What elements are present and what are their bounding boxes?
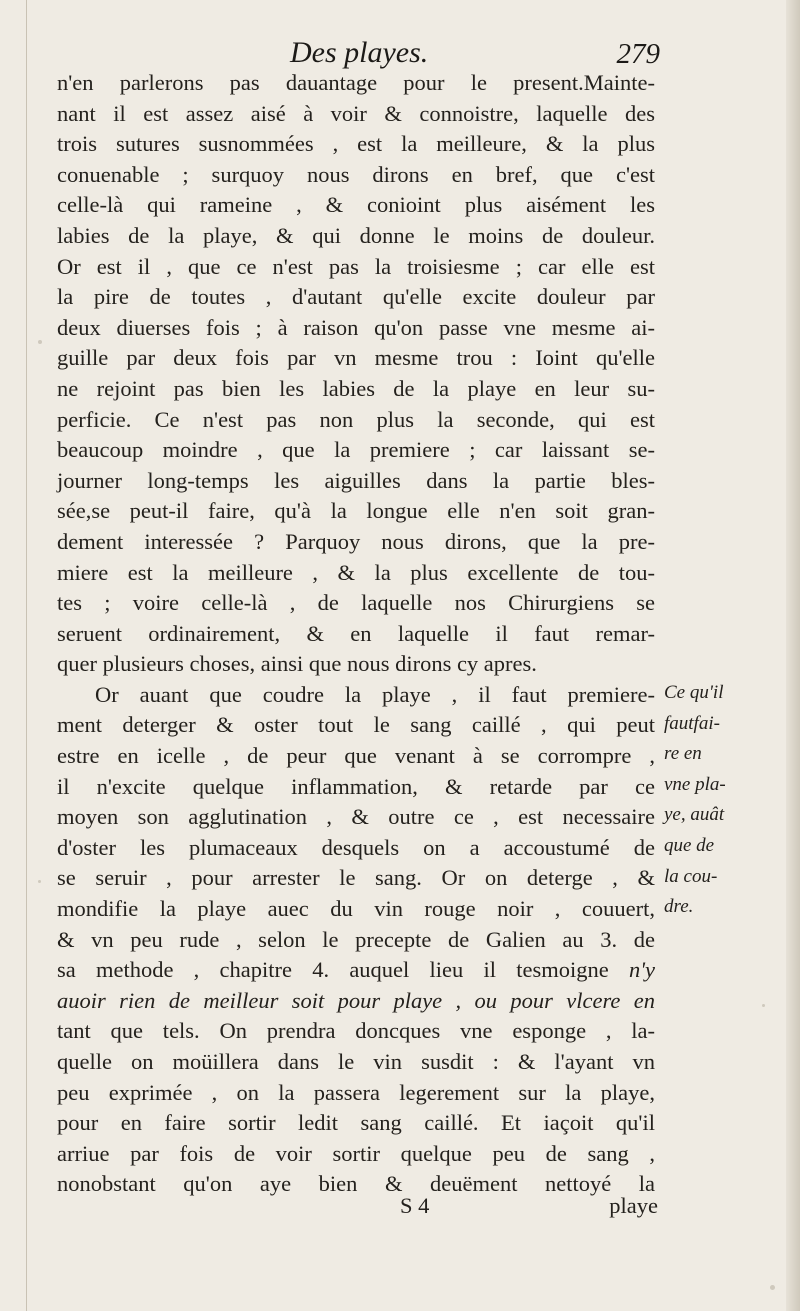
margin-note [664,678,742,923]
text-line: ne rejoint pas bien les labies de la playe en leur su- [57,375,655,401]
text-line: conuenable ; surquoy nous dirons en bref, que c'est [57,161,655,187]
page-edge [786,0,800,1311]
text-line: sée,se peut-il faire, qu'à la longue elle n'en soit gran- [57,498,655,524]
text-line: la pire de toutes , d'autant qu'elle excite douleur par [57,284,655,310]
paper-speck [762,1004,765,1007]
margin-note-line: ye, auât [664,804,725,826]
text-line: nant il est assez aisé à voir & connoistre, laquelle des [57,100,655,126]
text-line: celle-là qui rameine , & conioint plus aisément les [57,192,655,218]
text-line: journer long-temps les aiguilles dans la partie bles- [57,467,655,493]
margin-note-line: fautfai- [664,712,720,734]
margin-note-line: dre. [664,896,694,918]
quoted-italic: n'y [628,957,656,983]
page-number: 279 [616,38,660,70]
text-line: tes ; voire celle-là , de laquelle nos Chirurgiens se [57,590,655,616]
text-line: d'oster les plumaceaux desquels on a accoustumé de [57,834,655,860]
text-line: estre en icelle , de peur que venant à se corrompre , [57,743,655,769]
paper-speck [770,1285,775,1290]
text-line: dement interessée ? Parquoy nous dirons, que la pre- [57,528,655,554]
margin-note-line: que de [664,834,715,856]
text-line: Or auant que coudre la playe , il faut premiere- [95,681,655,707]
text-line: ment deterger & oster tout le sang caillé , qui peut [57,712,655,738]
text-line: mondifie la playe auec du vin rouge noir , couuert, [57,896,655,922]
text-line: moyen son agglutination , & outre ce , est necessaire [57,804,655,830]
text-line: quelle on moüillera dans le vin susdit : & l'ayant vn [57,1049,655,1074]
paper-speck [38,340,42,344]
margin-note-line: la cou- [664,865,718,887]
quoted-italic: auoir rien de meilleur soit pour playe , ou pour vlcere en [57,987,655,1013]
text-line: labies de la playe, & qui donne le moins de douleur. [57,222,655,248]
page-gutter [0,0,27,1311]
text-line: Or est il , que ce n'est pas la troisiesme ; car elle est [57,253,655,279]
text-line: peu exprimée , on la passera legerement sur la playe, [57,1079,655,1105]
text-line: beaucoup moindre , que la premiere ; car laissant se- [57,437,655,463]
text-line: deux diuerses fois ; à raison qu'on passe vne mesme ai- [57,314,655,340]
body-text [57,68,655,1200]
running-title: Des playes. [290,36,429,69]
text-line: pour en faire sortir ledit sang caillé. Et iaçoit qu'il [57,1110,655,1136]
page-footer [60,1193,660,1227]
catchword: playe [609,1193,658,1218]
text-line-with-italic [57,955,655,986]
text-line: miere est la meilleure , & la plus excellente de tou- [57,559,655,585]
text-line: quer plusieurs choses, ainsi que nous dirons cy apres. [57,651,537,677]
text-line: tant que tels. On prendra doncques vne esponge , la- [57,1018,655,1044]
text-line: arriue par fois de voir sortir quelque peu de sang , [57,1140,655,1166]
text-line-roman: sa methode , chapitre 4. auquel lieu il tesmoigne [57,957,609,983]
text-line-italic [57,986,655,1017]
text-line: guille par deux fois par vn mesme trou : Ioint qu'elle [57,345,655,371]
text-line: il n'excite quelque inflammation, & retarde par ce [57,773,655,799]
text-line: se seruir , pour arrester le sang. Or on deterge , & [57,865,655,891]
text-line: & vn peu rude , selon le precepte de Galien au 3. de [57,926,655,952]
text-line: seruent ordinairement, & en laquelle il faut remar- [57,620,655,646]
text-line: n'en parlerons pas dauantage pour le present.Mainte- [57,70,655,95]
signature-mark: S 4 [400,1193,430,1218]
margin-note-line: Ce qu'il [664,682,724,703]
text-line: perficie. Ce n'est pas non plus la seconde, qui est [57,406,655,432]
margin-note-line: vne pla- [664,773,726,795]
text-line: nonobstant qu'on aye bien & deuëment nettoyé la [57,1171,655,1197]
text-line: trois sutures susnommées , est la meilleure, & la plus [57,131,655,157]
paper-speck [38,880,41,883]
margin-note-line: re en [664,743,702,765]
